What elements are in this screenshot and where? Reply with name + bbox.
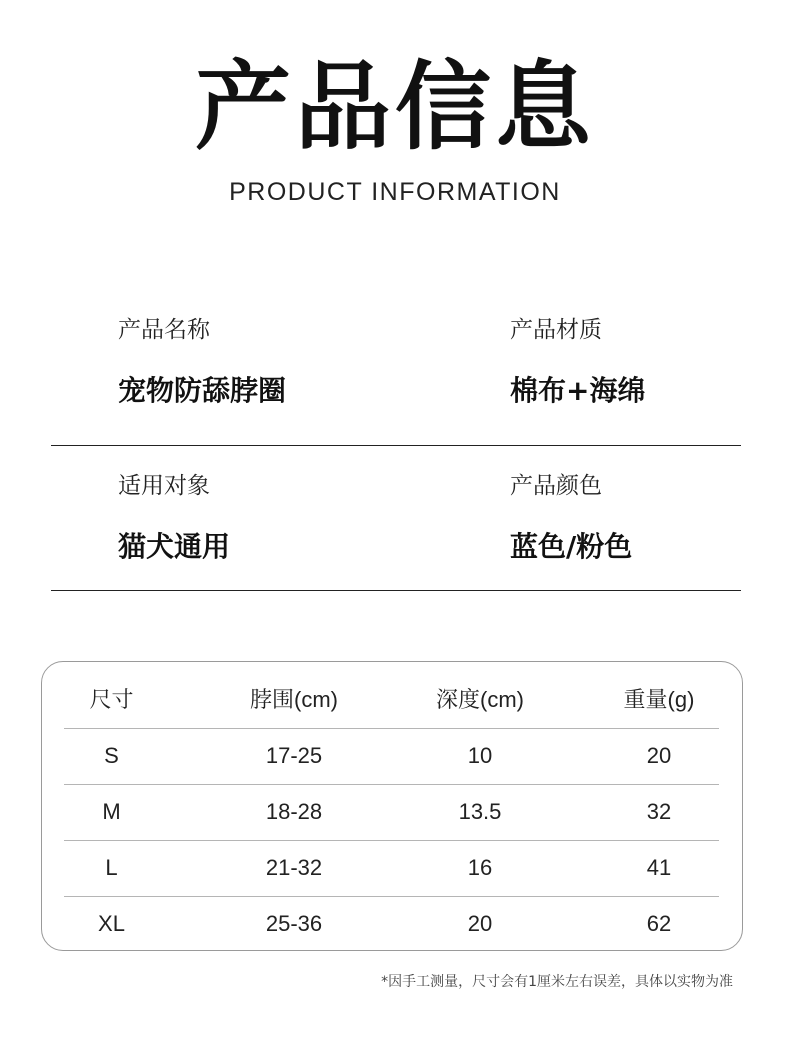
table-cell: 41 bbox=[646, 855, 672, 880]
info-product-name bbox=[118, 315, 286, 409]
table-header-cell: 重量(g) bbox=[623, 687, 695, 712]
table-row bbox=[64, 840, 719, 896]
table-cell: 20 bbox=[467, 911, 493, 936]
table-cell: 20 bbox=[646, 743, 672, 768]
table-row bbox=[64, 728, 719, 784]
product-material-label: 产品材质 bbox=[510, 317, 602, 343]
table-cell: 16 bbox=[467, 855, 493, 880]
table-row bbox=[64, 896, 719, 952]
product-name-value: 宠物防舔脖圈 bbox=[118, 374, 287, 407]
table-header-cell: 深度(cm) bbox=[436, 687, 524, 712]
divider bbox=[51, 445, 741, 446]
table-cell: XL bbox=[98, 911, 125, 936]
table-cell: M bbox=[102, 799, 121, 824]
product-name-label: 产品名称 bbox=[118, 317, 210, 343]
size-table bbox=[41, 661, 743, 951]
product-material-value: 棉布+海绵 bbox=[510, 374, 646, 407]
divider bbox=[51, 590, 741, 591]
target-value: 猫犬通用 bbox=[118, 530, 231, 563]
info-target bbox=[118, 471, 230, 565]
table-header-cell: 尺寸 bbox=[89, 687, 134, 712]
footnote: *因手工测量，尺寸会有1厘米左右误差，具体以实物为准 bbox=[381, 974, 733, 990]
table-cell: 62 bbox=[646, 911, 672, 936]
table-cell: 25-36 bbox=[265, 911, 323, 936]
table-cell: 13.5 bbox=[458, 799, 502, 824]
page-title: 产品信息 bbox=[195, 51, 595, 163]
table-header-cell: 脖围(cm) bbox=[250, 687, 338, 712]
table-cell: 18-28 bbox=[265, 799, 323, 824]
info-color bbox=[510, 471, 632, 565]
color-value: 蓝色/粉色 bbox=[510, 530, 633, 563]
table-cell: 10 bbox=[467, 743, 493, 768]
table-cell: S bbox=[104, 743, 119, 768]
table-cell: 32 bbox=[646, 799, 672, 824]
page-subtitle: PRODUCT INFORMATION bbox=[229, 178, 561, 206]
table-header-row bbox=[64, 672, 719, 728]
info-product-material bbox=[510, 315, 645, 409]
color-label: 产品颜色 bbox=[510, 473, 602, 499]
table-cell: 21-32 bbox=[265, 855, 323, 880]
table-cell: 17-25 bbox=[265, 743, 323, 768]
table-row bbox=[64, 784, 719, 840]
target-label: 适用对象 bbox=[118, 473, 210, 499]
table-cell: L bbox=[105, 855, 118, 880]
